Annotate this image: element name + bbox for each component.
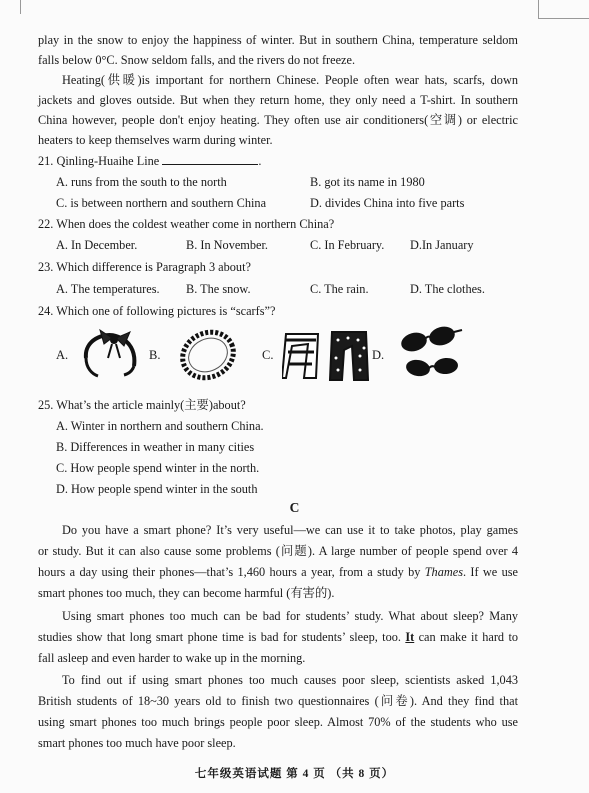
passage-line: fall asleep and even harder to wake up in the morning. (38, 651, 306, 665)
q22-option-b: B. In November. (186, 238, 268, 252)
passage-line: China however, people don't enjoy heating. They often use air conditioners(空调) or electric (38, 113, 518, 127)
passage-line: Using smart phones too much can be bad for students’ study. What about sleep? Many (62, 609, 518, 623)
page-footer: 七年级英语试题 第 4 页 （共 8 页） (194, 768, 395, 780)
question-22-stem: 22. When does the coldest weather come in northern China? (38, 217, 335, 231)
passage-line: studies show that long smart phone time is bad for students’ sleep, too. It can make it hard to (38, 630, 519, 644)
crop-mark (538, 18, 589, 19)
passage-line: jackets and gloves outside. But when they return home, they only need a T-shirt. In southern (38, 93, 518, 107)
passage-line: play in the snow to enjoy the happiness of winter. But in southern China, temperature seldom (38, 33, 518, 47)
q23-option-d: D. The clothes. (410, 282, 485, 296)
passage-line: smart phones too much have poor sleep. (38, 736, 236, 750)
crop-mark (20, 0, 21, 14)
q23-option-a: A. The temperatures. (56, 282, 160, 296)
passage-line: smart phones too much, they can become harmful (有害的). (38, 586, 335, 600)
q21-option-d: D. divides China into five parts (310, 196, 465, 210)
q25-option-a: A. Winter in northern and southern China. (56, 419, 264, 433)
q22-option-a: A. In December. (56, 238, 138, 252)
hairband-icon (76, 328, 146, 380)
passage-line: hours a day using their phones—that’s 1,460 hours a year, from a study by Thames. If we use (38, 565, 518, 579)
q21-option-c: C. is between northern and southern China (56, 196, 267, 210)
question-21-stem: 21. Qinling-Huaihe Line . (38, 154, 262, 168)
crop-mark (538, 0, 539, 18)
q23-option-c: C. The rain. (310, 282, 369, 296)
answer-blank (162, 152, 258, 165)
necklace-icon (170, 325, 242, 385)
section-heading: C (289, 500, 300, 515)
passage-line: using smart phones too much brings people poor sleep. Almost 70% of the students who use (38, 715, 518, 729)
q22-option-c: C. In February. (310, 238, 385, 252)
q24-label-c: C. (262, 348, 274, 362)
scarf-icon (282, 326, 372, 386)
passage-line: Heating(供暖)is important for northern Chinese. People often wear hats, scarfs, down (62, 73, 518, 87)
q24-label-b: B. (149, 348, 161, 362)
passage-line: or study. But it can also cause some problems (问题). A large number of people spend over 4 (38, 544, 518, 558)
q21-option-b: B. got its name in 1980 (310, 175, 425, 189)
sunglasses-icon (396, 322, 466, 382)
q23-option-b: B. The snow. (186, 282, 251, 296)
q25-option-d: D. How people spend winter in the south (56, 482, 258, 496)
q25-option-b: B. Differences in weather in many cities (56, 440, 255, 454)
q24-label-a: A. (56, 348, 69, 362)
q22-option-d: D.In January (410, 238, 474, 252)
question-25-stem: 25. What’s the article mainly(主要)about? (38, 398, 246, 412)
question-23-stem: 23. Which difference is Paragraph 3 about? (38, 260, 251, 274)
passage-line: Do you have a smart phone? It’s very useful—we can use it to take photos, play games (62, 523, 518, 537)
passage-line: To find out if using smart phones too much causes poor sleep, scientists asked 1,043 (62, 673, 518, 687)
q25-option-c: C. How people spend winter in the north. (56, 461, 260, 475)
passage-line: falls below 0°C. Snow seldom falls, and the rivers do not freeze. (38, 53, 356, 67)
passage-line: British students of 18~30 years old to finish two questionnaires (问卷). And they find that (38, 694, 518, 708)
q24-label-d: D. (372, 348, 385, 362)
passage-line: heaters to keep themselves warm during winter. (38, 133, 273, 147)
question-24-stem: 24. Which one of following pictures is “scarfs”? (38, 304, 276, 318)
q21-option-a: A. runs from the south to the north (56, 175, 227, 189)
